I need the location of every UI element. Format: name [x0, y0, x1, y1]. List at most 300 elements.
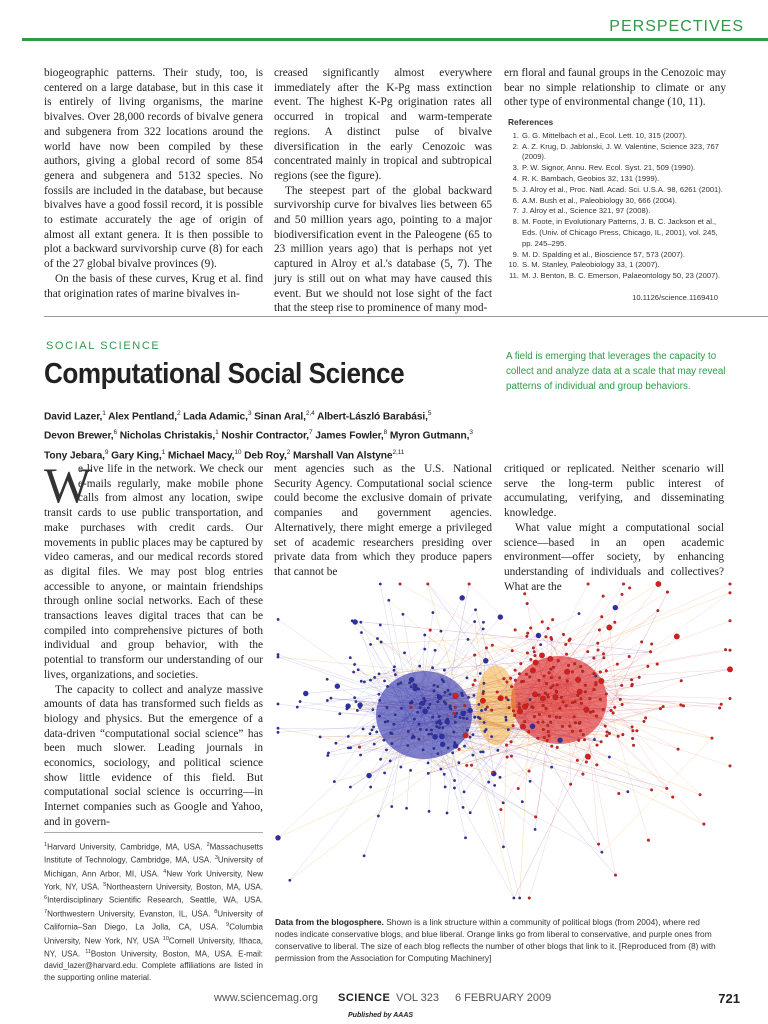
paragraph: ment agencies such as the U.S. National Security Agency. Computational social science could become the exclusive domain of private companies and government agencies. Alternatively, there might emerge a privileged set of academic researchers presiding over private data from which they produce papers that cannot be [274, 463, 492, 578]
network-node [440, 722, 443, 725]
reference-item [508, 174, 730, 185]
network-node [600, 740, 603, 743]
author-name: Marshall Van Alstyne [290, 450, 393, 462]
network-node [628, 655, 631, 658]
network-node [482, 751, 485, 754]
network-node [578, 612, 581, 615]
network-node [277, 653, 280, 656]
network-node [596, 642, 599, 645]
network-node [433, 734, 438, 739]
network-node [379, 758, 382, 761]
network-node [659, 707, 662, 710]
network-node [518, 897, 521, 900]
footer-url[interactable]: www.sciencemag.org [214, 992, 318, 1004]
network-node [513, 897, 516, 900]
network-node [447, 689, 450, 692]
affiliation-text: Columbia University, New York, NY, USA [44, 922, 263, 946]
network-node [378, 715, 381, 718]
network-node [628, 587, 631, 590]
network-node [418, 738, 421, 741]
network-node [418, 723, 421, 726]
author-affiliation-mark: 1 [161, 448, 166, 456]
reference-number: 5. [512, 184, 519, 194]
network-node [542, 728, 545, 731]
reference-item [508, 250, 730, 261]
network-node [614, 874, 617, 877]
network-node [499, 776, 502, 779]
network-node [372, 726, 375, 729]
network-node [603, 656, 606, 659]
network-node [530, 668, 536, 674]
network-node [454, 715, 457, 718]
network-node [505, 744, 508, 747]
network-node [533, 650, 536, 653]
network-node [296, 706, 299, 709]
network-node [601, 851, 604, 854]
reference-number: 2. [512, 141, 519, 151]
network-node [529, 626, 532, 629]
affiliation-mark: 9 [226, 922, 230, 929]
network-node [455, 712, 458, 715]
reference-text: M. J. Benton, B. C. Emerson, Palaeontology 50, 23 (2007). [522, 271, 720, 281]
prev-article-column-3 [504, 66, 726, 110]
prev-article-column-1 [44, 66, 263, 301]
reference-number: 10. [508, 260, 519, 270]
network-node [569, 783, 572, 786]
network-node [530, 724, 535, 729]
network-node [333, 780, 336, 783]
affiliation-text: University of California–San Diego, La Jolla, CA, USA. [44, 909, 264, 932]
network-node [511, 649, 514, 652]
caption-text: Shown is a link structure within a community of political blogs (from 2004), where red nodes indicate conservative blogs, and blue liberal. Orange links go from liberal to conservative, and purple ones from conservative to liberal. The size of each blog reflects the number of other blogs that link to it. [Reproduced from (8) with permission from the Association for Computing Machinery] [275, 917, 716, 963]
network-node [566, 680, 569, 683]
network-node [385, 749, 388, 752]
network-node [463, 733, 469, 739]
network-node [444, 702, 447, 705]
network-node [498, 697, 501, 700]
network-node [468, 708, 473, 713]
network-node [469, 736, 472, 739]
network-node [619, 698, 622, 701]
paragraph: On the basis of these curves, Krug et al. find that origination rates of marine bivalves in- [44, 272, 263, 300]
reference-text: A. Z. Krug, D. Jablonski, J. W. Valentine, Science 323, 767 (2009). [522, 141, 719, 162]
network-node [349, 656, 352, 659]
network-node [454, 706, 457, 709]
network-node [479, 672, 482, 675]
paragraph: The steepest part of the global backward survivorship curve for bivalves lies between 65 and 50 million years ago, pointing to a major biodiversification event in the Paleogene (65 to 23 million years ago) that is perhaps not yet captured in Alroy et al.'s database (5, 7). The jury is still out on what may have caused this event. But we should not lose sight of the fact that the steep rise to prominence of many mod- [274, 184, 492, 315]
network-node [547, 627, 550, 630]
author-line [44, 425, 514, 444]
network-node [462, 806, 465, 809]
network-node [620, 684, 623, 687]
reference-text: M. D. Spalding et al., Bioscience 57, 573 (2007). [522, 249, 685, 259]
network-node [431, 716, 434, 719]
network-node [460, 595, 465, 600]
paragraph: What value might a computational social science—based in an open academic environment—offer society, by enhancing understanding of individuals and collectives? What are the [504, 521, 724, 593]
network-node [550, 745, 553, 748]
affiliation-mark: 7 [44, 908, 48, 915]
network-node [519, 662, 522, 665]
network-node [319, 736, 322, 739]
network-node [353, 619, 358, 624]
network-node [435, 725, 438, 728]
network-node [585, 754, 591, 760]
network-node [523, 592, 526, 595]
network-node [718, 707, 721, 710]
network-node [459, 716, 462, 719]
author-affiliation-mark: 9 [104, 448, 109, 456]
network-link [602, 738, 712, 852]
author-name: Gary King, [108, 450, 162, 462]
network-node [416, 711, 419, 714]
affiliations [44, 840, 263, 984]
network-node [393, 669, 396, 672]
network-node [383, 739, 386, 742]
network-link [594, 696, 720, 708]
network-node [502, 677, 505, 680]
affiliation-text: Harvard University, Cambridge, MA, USA. [47, 842, 207, 852]
network-node [472, 754, 475, 757]
network-node [555, 716, 558, 719]
network-node [422, 709, 427, 714]
reference-number: 1. [512, 130, 519, 140]
network-node [425, 729, 428, 732]
network-node [547, 730, 550, 733]
network-node [405, 807, 408, 810]
network-node [584, 684, 587, 687]
network-node [592, 710, 595, 713]
network-node [380, 641, 383, 644]
network-node [665, 787, 668, 790]
figure-caption [275, 916, 725, 964]
network-node [486, 706, 489, 709]
network-node [613, 706, 616, 709]
author-name: Lada Adamic, [180, 411, 248, 423]
author-name: Myron Gutmann, [387, 430, 470, 442]
network-node [482, 621, 485, 624]
network-node [411, 700, 414, 703]
network-node [496, 691, 499, 694]
network-node [460, 692, 463, 695]
network-node [571, 730, 574, 733]
network-node [454, 721, 457, 724]
network-node [508, 706, 511, 709]
network-node [671, 796, 674, 799]
reference-item [508, 217, 730, 249]
network-node [543, 675, 546, 678]
network-node [440, 630, 443, 633]
author-list [44, 406, 514, 464]
network-node [565, 704, 568, 707]
network-node [680, 679, 683, 682]
network-node [549, 668, 552, 671]
network-node [386, 720, 389, 723]
network-node [473, 694, 476, 697]
network-node [466, 717, 469, 720]
network-node [378, 673, 381, 676]
network-node [490, 709, 493, 712]
network-node [327, 752, 330, 755]
network-node [600, 615, 603, 618]
network-node [407, 744, 410, 747]
network-node [480, 698, 486, 704]
network-node [429, 629, 432, 632]
network-node [434, 649, 437, 652]
network-node [335, 742, 338, 745]
reference-text: P. W. Signor, Annu. Rev. Ecol. Syst. 21, 509 (1990). [522, 163, 696, 173]
network-node [649, 650, 652, 653]
network-node [467, 638, 470, 641]
network-node [347, 735, 350, 738]
network-node [585, 761, 588, 764]
network-node [650, 788, 653, 791]
network-node [630, 678, 633, 681]
network-node [363, 681, 366, 684]
paragraph: biogeographic patterns. Their study, too, is centered on a large database, but in this case it is entirely of living organisms, the marine bivalves. Over 28,000 records of bivalve genera and subgenera from 322 locations around the world have now been compiled by these authors, giving a global record of some 854 genera and subgenera and 5132 species. No fossils are included in the database, but because bivalves have a good fossil record, it is possible to estimate accurately the age of origin of almost all extant genera. It is then possible to plot a backward survivorship curve (8) for each of the 27 global bivalve provinces (9). [44, 67, 263, 271]
network-node [537, 721, 540, 724]
network-node [484, 708, 487, 711]
network-node [699, 793, 702, 796]
network-node [587, 583, 590, 586]
affiliation-mark: 1 [44, 842, 48, 848]
network-node [682, 704, 685, 707]
network-node [518, 702, 521, 705]
reference-text: J. Alroy et al., Proc. Natl. Acad. Sci. U.S.A. 98, 6261 (2001). [522, 184, 723, 194]
network-node [437, 694, 440, 697]
network-node [510, 685, 513, 688]
network-node [529, 658, 532, 661]
doi: 10.1126/science.1169410 [632, 293, 718, 302]
network-node [479, 717, 482, 720]
network-node [545, 707, 548, 710]
network-node [373, 676, 376, 679]
network-node [552, 666, 555, 669]
network-node [528, 770, 531, 773]
author-name: Albert-László Barabási, [314, 411, 428, 423]
network-node [532, 692, 538, 698]
network-node [577, 739, 580, 742]
network-node [533, 715, 536, 718]
network-node [473, 620, 476, 623]
network-node [514, 679, 517, 682]
network-node [581, 670, 584, 673]
network-node [277, 731, 280, 734]
network-node [550, 766, 553, 769]
network-node [595, 715, 598, 718]
network-node [391, 742, 394, 745]
article-column-2 [274, 462, 492, 580]
network-node [604, 725, 607, 728]
network-node [443, 773, 446, 776]
network-node [289, 879, 292, 882]
affiliation-text: Northeastern University, Boston, MA, USA. [106, 882, 263, 892]
network-node [631, 726, 634, 729]
affiliation-text: Boston University, Boston, MA, USA. E-mail: david_lazer@harvard.edu. Complete affiliations are listed in the supporting online material. [44, 949, 263, 982]
author-name: Nicholas Christakis, [117, 430, 216, 442]
network-node [275, 835, 280, 840]
network-link [610, 710, 648, 840]
network-node [557, 659, 560, 662]
author-name: David Lazer, [44, 411, 103, 423]
author-affiliation-mark: 2,11 [392, 448, 405, 456]
network-node [613, 605, 618, 610]
network-node [491, 644, 494, 647]
network-node [330, 697, 333, 700]
network-node [593, 672, 596, 675]
network-node [548, 715, 551, 718]
network-node [729, 591, 732, 594]
network-link [514, 592, 668, 898]
network-node [571, 670, 574, 673]
affiliation-text: New York University, New York, NY, USA. [44, 869, 264, 892]
network-node [544, 692, 547, 695]
network-node [679, 704, 682, 707]
network-node [498, 614, 503, 619]
network-node [564, 643, 567, 646]
reference-text: A.M. Bush et al., Paleobiology 30, 666 (2004). [522, 195, 677, 205]
author-affiliation-mark: 10 [234, 448, 242, 456]
network-node [510, 755, 513, 758]
network-node [423, 697, 426, 700]
network-node [427, 762, 430, 765]
network-node [369, 732, 372, 735]
author-name: Noshir Contractor, [218, 430, 310, 442]
network-node [427, 772, 430, 775]
network-node [339, 712, 342, 715]
reference-text: M. Foote, in Evolutionary Patterns, J. B. C. Jackson et al., Eds. (Univ. of Chicago Press, Chicago, IL, 2001), vol. 245, pp. 245–295. [522, 217, 718, 248]
affiliation-mark: 2 [206, 842, 210, 848]
network-node [602, 595, 605, 598]
affiliation-mark: 11 [85, 948, 91, 955]
network-node [423, 634, 426, 637]
network-node [589, 711, 592, 714]
network-node [646, 665, 649, 668]
network-node [509, 677, 512, 680]
reference-number: 6. [512, 195, 519, 205]
author-affiliation-mark: 2 [286, 448, 291, 456]
network-node [517, 708, 523, 714]
reference-item [508, 163, 730, 174]
network-node [627, 790, 630, 793]
network-node [567, 664, 570, 667]
network-node [346, 708, 349, 711]
network-link [278, 655, 400, 697]
network-node [352, 671, 355, 674]
network-node [453, 779, 456, 782]
network-node [423, 648, 426, 651]
network-node [369, 786, 372, 789]
network-node [597, 843, 600, 846]
affiliation-mark: 4 [163, 868, 167, 875]
network-node [582, 733, 585, 736]
network-node [378, 693, 381, 696]
article-column-3 [504, 462, 724, 594]
network-node [433, 684, 436, 687]
affiliations-rule [44, 832, 263, 833]
network-node [538, 713, 541, 716]
network-node [622, 583, 625, 586]
network-node [383, 772, 386, 775]
network-node [556, 746, 559, 749]
network-node [394, 713, 397, 716]
affiliation-mark: 5 [103, 882, 107, 889]
network-node [584, 707, 590, 713]
network-node [526, 652, 529, 655]
network-node [485, 728, 488, 731]
network-node [427, 733, 430, 736]
network-node [531, 706, 534, 709]
network-node [468, 583, 471, 586]
network-link [602, 636, 677, 708]
network-node [561, 725, 564, 728]
network-node [571, 701, 574, 704]
affiliation-text: Interdisciplinary Scientific Research, Seattle, WA, USA. [47, 896, 263, 906]
network-node [512, 709, 515, 712]
network-node [427, 707, 430, 710]
affiliation-text: Cornell University, Ithaca, NY, USA. [44, 936, 263, 959]
network-node [507, 699, 510, 702]
network-node [597, 649, 600, 652]
network-node [449, 693, 452, 696]
reference-item [508, 185, 730, 196]
network-node [656, 609, 659, 612]
network-node [437, 721, 440, 724]
author-name: Alex Pentland, [105, 411, 177, 423]
network-node [347, 747, 350, 750]
network-node [479, 751, 482, 754]
network-node [277, 727, 280, 730]
network-node [410, 706, 413, 709]
network-node [595, 763, 598, 766]
network-node [534, 654, 537, 657]
network-node [386, 706, 389, 709]
network-node [369, 679, 372, 682]
network-node [326, 754, 329, 757]
network-node [674, 634, 680, 640]
reference-number: 8. [512, 217, 519, 227]
network-node [299, 700, 302, 703]
network-node [529, 698, 532, 701]
network-node [378, 699, 381, 702]
network-node [534, 828, 537, 831]
network-node [656, 663, 659, 666]
network-node [588, 697, 591, 700]
author-affiliation-mark: 2,4 [305, 410, 315, 417]
network-node [547, 656, 553, 662]
network-node [574, 700, 577, 703]
network-node [580, 697, 583, 700]
author-affiliation-mark: 1 [102, 410, 106, 417]
network-node [546, 739, 549, 742]
caption-title: Data from the blogosphere. [275, 917, 384, 927]
footer-volume: VOL 323 [396, 992, 440, 1004]
network-node [517, 787, 520, 790]
network-node [453, 693, 459, 699]
affiliation-mark: 6 [44, 895, 48, 902]
network-node [577, 689, 583, 695]
network-node [472, 683, 475, 686]
network-node [430, 733, 433, 736]
network-node [529, 780, 532, 783]
network-node [458, 748, 461, 751]
network-node [632, 729, 635, 732]
network-node [419, 706, 422, 709]
footer-journal: SCIENCE [338, 992, 391, 1004]
reference-number: 7. [512, 206, 519, 216]
network-node [650, 643, 653, 646]
network-node [643, 720, 646, 723]
network-node [568, 725, 571, 728]
